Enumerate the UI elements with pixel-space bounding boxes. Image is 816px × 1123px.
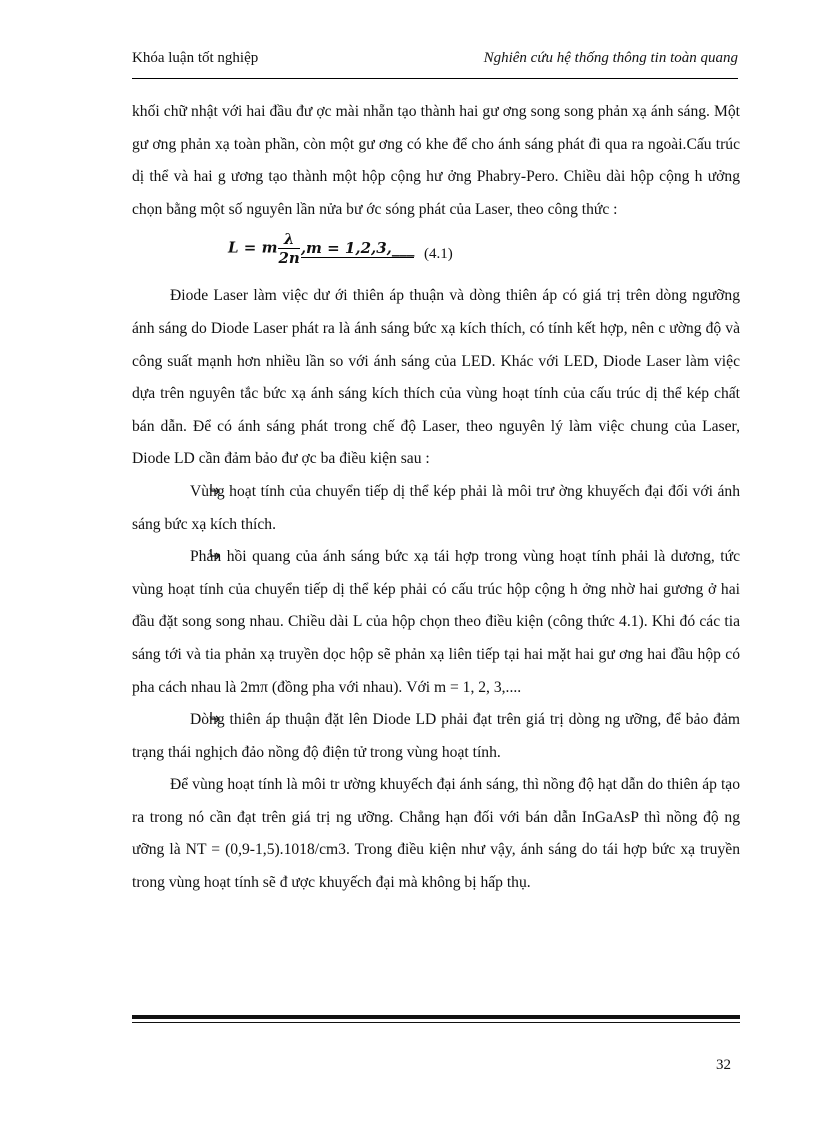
hook-arrow-bullet-icon bbox=[170, 705, 184, 719]
formula-denominator: 2n bbox=[278, 249, 300, 268]
bullet-item-3 bbox=[132, 704, 740, 769]
header-left-title: Khóa luận tốt nghiệp bbox=[132, 50, 259, 66]
formula-fraction bbox=[278, 230, 299, 267]
formula-numerator: λ bbox=[278, 230, 299, 249]
formula-tail: ,m = 1,2,3,___ bbox=[300, 239, 415, 258]
bullet-text-1: Vùng hoạt tính của chuyển tiếp dị thể kép phải là môi trư ờng khuyếch đại đối với ánh sáng bức xạ kích thích. bbox=[132, 482, 740, 533]
footer-rule-thin bbox=[132, 1022, 740, 1023]
formula-number: (4.1) bbox=[424, 246, 453, 263]
page-number: 32 bbox=[716, 1057, 731, 1073]
hook-arrow-bullet-icon bbox=[170, 542, 184, 556]
paragraph-2: Điode Laser làm việc dư ới thiên áp thuận và dòng thiên áp có giá trị trên dòng ngưỡng ánh sáng do Diode Laser phát ra là ánh sáng bức xạ kích thích, có tính kết hợp, nên c ường độ và công suất mạnh hơn nhiều lần so với ánh sáng của LED. Khác với LED, Diode Laser làm việc dựa trên nguyên tắc bức xạ ánh sáng kích thích của vùng hoạt tính của cấu trúc dị thể kép chất bán dẫn. Để có ánh sáng phát trong chế độ Laser, theo nguyên lý làm việc chung của Laser, Diode LD cần đảm bảo đư ợc ba điều kiện sau : bbox=[132, 287, 740, 468]
bullet-item-1 bbox=[132, 476, 740, 541]
formula-expression bbox=[228, 230, 414, 267]
formula-4-1 bbox=[132, 226, 740, 276]
bullet-item-2 bbox=[132, 541, 740, 704]
header-rule bbox=[132, 78, 738, 79]
paragraph-1: khối chữ nhật với hai đầu đư ợc mài nhẵn tạo thành hai gư ơng song song phản xạ ánh sáng. Một gư ơng phản xạ toàn phần, còn một gư ơng có khe để cho ánh sáng phát đi qua ra ngoài.Cấu trúc dị thể và hai g ương tạo thành một hộp cộng hư ởng Phabry-Pero. Chiều dài hộp cộng h ưởng chọn bằng một số nguyên lần nửa bư ớc sóng phát của Laser, theo công thức : bbox=[132, 103, 740, 218]
bullet-text-2: Phản hồi quang của ánh sáng bức xạ tái hợp trong vùng hoạt tính phải là dương, tức vùng hoạt tính của chuyển tiếp dị thể kép phải có cấu trúc hộp cộng h ởng nhờ hai gương ở hai đầu đặt song song nhau. Chiều dài L của hộp chọn theo điều kiện (công thức 4.1). Khi đó các tia sáng tới và tia phản xạ truyền dọc hộp sẽ phản xạ liên tiếp tại hai mặt hai gư ơng hai đầu hộp có pha cách nhau là 2mπ (đồng pha với nhau). Với m = 1, 2, 3,.... bbox=[132, 548, 740, 696]
formula-m: m bbox=[261, 238, 278, 257]
document-body bbox=[132, 96, 740, 900]
header-right-title: Nghiên cứu hệ thống thông tin toàn quang bbox=[483, 50, 738, 66]
formula-equals: = bbox=[243, 238, 257, 257]
footer-rule-thick bbox=[132, 1015, 740, 1019]
paragraph-3: Để vùng hoạt tính là môi tr ường khuyếch đại ánh sáng, thì nồng độ hạt dẫn do thiên áp tạo ra trong nó cần đạt trên giá trị ng ưỡng. Chẳng hạn đối với bán dẫn InGaAsP thì nồng độ ng ưỡng là NT = (0,9-1,5).1018/cm3. Trong điều kiện như vậy, ánh sáng do tái hợp bức xạ truyền trong vùng hoạt tính sẽ đ ược khuyếch đại mà không bị hấp thụ. bbox=[132, 776, 740, 892]
page-header bbox=[132, 50, 738, 74]
hook-arrow-bullet-icon bbox=[170, 477, 184, 491]
bullet-text-3: Dòng thiên áp thuận đặt lên Diode LD phải đạt trên giá trị dòng ng ưỡng, để bảo đảm trạng thái nghịch đảo nồng độ điện tử trong vùng hoạt tính. bbox=[132, 711, 740, 761]
formula-lhs: L bbox=[228, 238, 239, 257]
